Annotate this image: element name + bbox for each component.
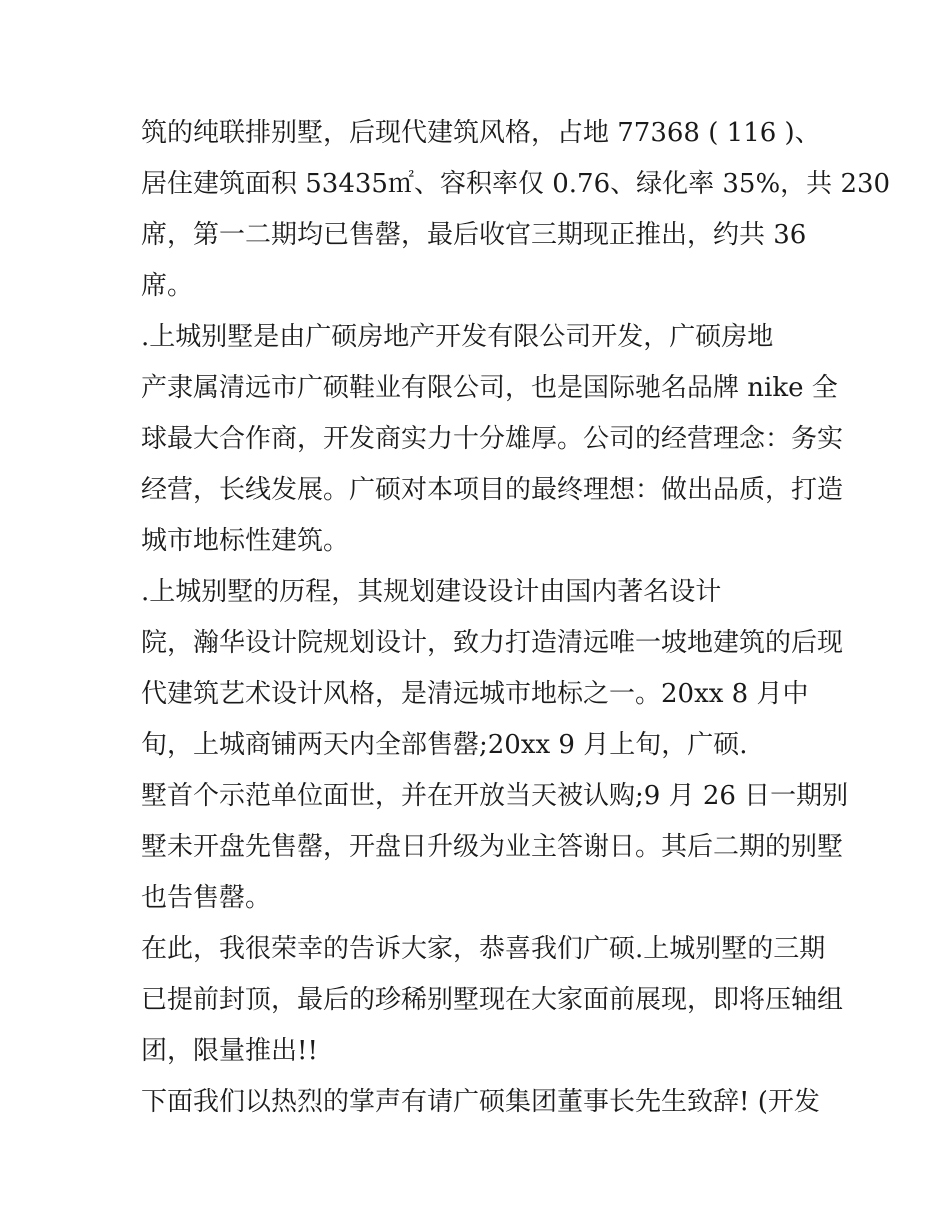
text-line: 已提前封顶，最后的珍稀别墅现在大家面前展现，即将压轴组: [141, 985, 844, 1015]
document-body: [141, 108, 891, 1128]
text-line: 城市地标性建筑。: [141, 526, 350, 556]
text-line: 筑的纯联排别墅，后现代建筑风格，占地 77368 ( 116 )、: [141, 118, 821, 148]
text-line: 席，第一二期均已售罄，最后收官三期现正推出，约共 36: [141, 220, 807, 250]
text-line: 席。: [141, 271, 194, 301]
text-line: .上城别墅的历程，其规划建设设计由国内著名设计: [141, 577, 722, 607]
text-line: 院，瀚华设计院规划设计，致力打造清远唯一坡地建筑的后现: [141, 628, 844, 658]
text-line: 居住建筑面积 53435㎡、容积率仅 0.76、绿化率 35%，共 230: [141, 169, 891, 199]
text-line: 产隶属清远市广硕鞋业有限公司，也是国际驰名品牌 nike 全: [141, 373, 838, 403]
text-line: 代建筑艺术设计风格，是清远城市地标之一。20xx 8 月中: [141, 679, 809, 709]
text-line: .上城别墅是由广硕房地产开发有限公司开发，广硕房地: [141, 322, 774, 352]
text-line: 下面我们以热烈的掌声有请广硕集团董事长先生致辞! (开发: [141, 1087, 820, 1117]
text-line: 墅首个示范单位面世，并在开放当天被认购;9 月 26 日一期别: [141, 781, 849, 811]
text-line: 也告售罄。: [141, 883, 272, 913]
text-line: 团，限量推出!!: [141, 1036, 318, 1066]
text-line: 墅未开盘先售罄，开盘日升级为业主答谢日。其后二期的别墅: [141, 832, 844, 862]
text-line: 球最大合作商，开发商实力十分雄厚。公司的经营理念：务实: [141, 424, 844, 454]
text-line: 旬，上城商铺两天内全部售罄;20xx 9 月上旬，广硕.: [141, 730, 748, 760]
text-line: 经营，长线发展。广硕对本项目的最终理想：做出品质，打造: [141, 475, 844, 505]
text-line: 在此，我很荣幸的告诉大家，恭喜我们广硕.上城别墅的三期: [141, 934, 826, 964]
